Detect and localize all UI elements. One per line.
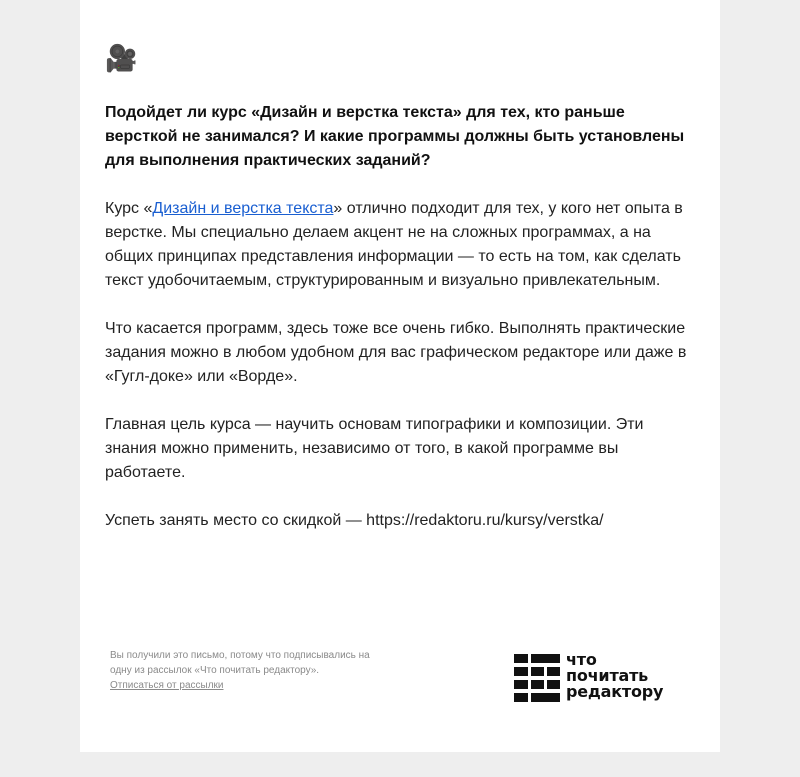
logo-wordmark <box>566 652 663 700</box>
logo-line-2: почитать <box>566 666 649 685</box>
answer-paragraph-1 <box>105 197 697 293</box>
discount-paragraph: Успеть занять место со скидкой — https://redaktoru.ru/kursy/verstka/ <box>105 512 604 529</box>
unsubscribe-link[interactable]: Отписаться от рассылки <box>110 680 224 691</box>
subscription-notice: Вы получили это письмо, потому что подписывались на одну из рассылок «Что почитать редактору». <box>110 650 370 676</box>
answer-paragraph-2: Что касается программ, здесь тоже все очень гибко. Выполнять практические задания можно в любом удобном для вас графическом редакторе или даже в «Гугл-доке» или «Ворде». <box>105 320 687 385</box>
email-card <box>80 0 720 752</box>
answer-paragraph-3: Главная цель курса — научить основам типографики и композиции. Эти знания можно применить, независимо от того, в какой программе вы работаете. <box>105 416 644 481</box>
answer-suffix: » отлично подходит для тех, у кого нет опыта в верстке. Мы специально делаем акцент не на сложных программах, а на общих принципах представления информации — то есть на том, как сделать текст удобочитаемым, структурированным и визуально привлекательным. <box>105 200 683 289</box>
footer-notice <box>110 648 390 693</box>
logo-line-1: что <box>566 650 597 669</box>
logo-bars-icon <box>514 654 560 702</box>
answer-prefix: Курс « <box>105 200 153 217</box>
question-text: Подойдет ли курс «Дизайн и верстка текста» для тех, кто раньше версткой не занимался? И какие программы должны быть установлены для выполнения практических заданий? <box>105 104 685 169</box>
brand-logo[interactable] <box>514 652 694 706</box>
email-body <box>105 101 697 557</box>
logo-line-3: редактору <box>566 682 664 701</box>
course-link[interactable]: Дизайн и верстка текста <box>152 200 334 217</box>
video-camera-icon: 🎥 <box>105 44 138 74</box>
